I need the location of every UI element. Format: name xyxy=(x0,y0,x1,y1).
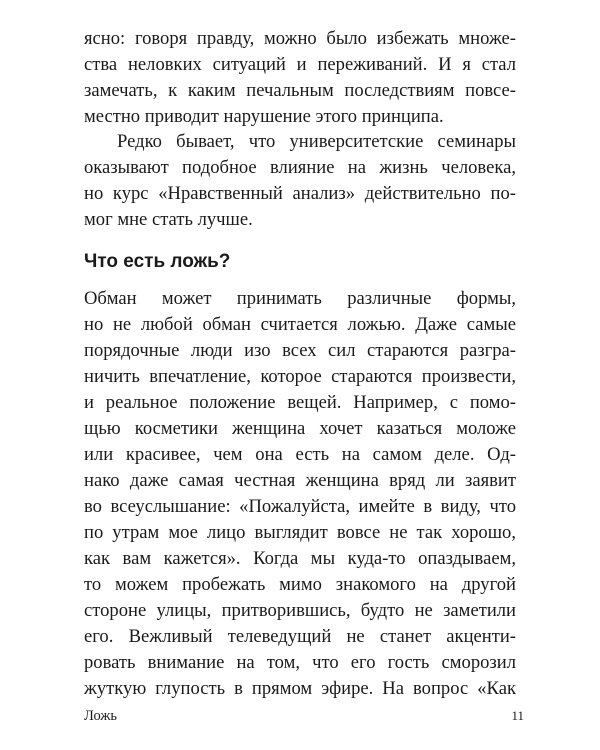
text-line: или красивее, чем она есть на самом деле. Од- xyxy=(84,444,516,465)
text-line: замечать, к каким печальным последствиям повсе- xyxy=(84,80,516,101)
text-line: стороне улицы, притворившись, будто не заметили xyxy=(84,600,516,621)
text-line: но курс «Нравственный анализ» действительно по- xyxy=(84,183,516,204)
text-line: нако даже самая честная женщина вряд ли заявит xyxy=(84,470,516,491)
section-heading: Что есть ложь? xyxy=(84,251,231,272)
page-number: 11 xyxy=(511,708,524,723)
text-line: мог мне стать лучше. xyxy=(84,209,253,230)
text-line: оказывают подобное влияние на жизнь человека, xyxy=(84,157,516,178)
text-line: ровать внимание на том, что его гость сморозил xyxy=(84,652,516,673)
text-line: во всеуслышание: «Пожалуйста, имейте в виду, что xyxy=(84,496,516,517)
running-title: Ложь xyxy=(84,708,117,724)
text-line: ничить впечатление, которое стараются произвести, xyxy=(84,366,516,387)
text-line: щью косметики женщина хочет казаться моложе xyxy=(84,418,516,439)
text-line: Редко бывает, что университетские семинары xyxy=(117,131,516,152)
text-line: то можем пробежать мимо знакомого на другой xyxy=(84,574,516,595)
text-line: по утрам мое лицо выглядит вовсе не так хорошо, xyxy=(84,522,516,543)
text-line: и реальное положение вещей. Например, с помо- xyxy=(84,392,516,413)
text-line: но не любой обман считается ложью. Даже самые xyxy=(84,314,516,335)
text-line: жуткую глупость в прямом эфире. На вопрос «Как xyxy=(84,678,516,699)
text-line: как вам кажется». Когда мы куда-то опаздываем, xyxy=(84,548,516,569)
text-line: ства неловких ситуаций и переживаний. И я стал xyxy=(84,54,516,75)
text-line: Обман может принимать различные формы, xyxy=(84,288,516,309)
text-line: ясно: говоря правду, можно было избежать множе- xyxy=(84,28,516,49)
text-line: порядочные люди изо всех сил стараются разгра- xyxy=(84,340,516,361)
text-line: местно приводит нарушение этого принципа. xyxy=(84,106,444,127)
text-line: его. Вежливый телеведущий не станет акценти- xyxy=(84,626,516,647)
